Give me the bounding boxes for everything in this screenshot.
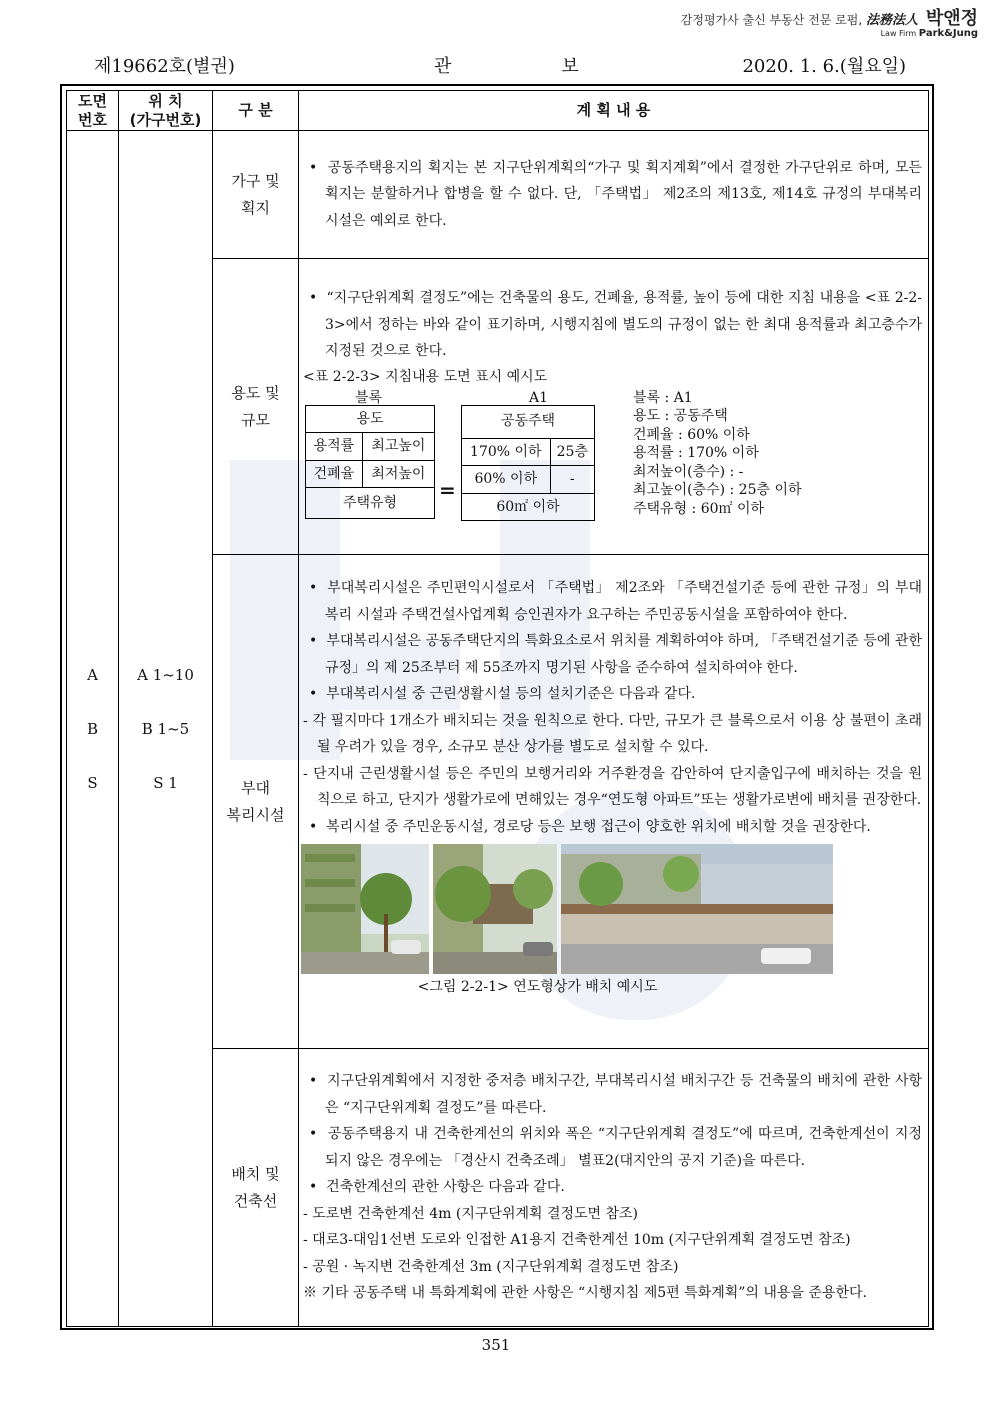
- streetscape-image-2: [433, 844, 557, 974]
- category-welfare: 부대 복리시설: [213, 555, 299, 1049]
- example-summary: [633, 389, 802, 519]
- brand-banner: [681, 4, 978, 39]
- brand-english: Law Firm Park&Jung: [880, 28, 978, 39]
- category-lot: 가구 및 획지: [213, 131, 299, 259]
- brand-name: 박앤정: [925, 8, 978, 29]
- dash-item: - 각 필지마다 1개소가 배치되는 것을 원칙으로 한다. 다만, 규모가 큰 블록으로서 이용 상 불편이 초래될 우려가 있을 경우, 소규모 분산 상가를 별도로 설치할 수 있다.: [303, 712, 922, 755]
- block-number: A 1~10: [137, 665, 194, 684]
- figure-caption: <그림 2-2-1> 연도형상가 배치 예시도: [417, 979, 658, 995]
- gazette-header: [64, 52, 936, 78]
- content-welfare: [299, 555, 929, 1049]
- table-header-row: [67, 91, 929, 131]
- legend-cell: 최고높이: [362, 433, 434, 461]
- block-number: B 1~5: [141, 719, 190, 738]
- content-lot: [299, 131, 929, 259]
- drawing-number: B: [86, 719, 99, 738]
- bullet-item: • 공동주택용지 내 건축한계선의 위치와 폭은 “지구단위계획 결정도”에 따르며, 건축한계선이 지정되지 않은 경우에는 「경산시 건축조례」 별표2(대지안의 공지 기준)을 따른다.: [309, 1126, 922, 1169]
- page-number: 351: [481, 1336, 511, 1354]
- bullet-item: • 복리시설 중 주민운동시설, 경로당 등은 보행 접근이 양호한 위치에 배치할 것을 권장한다.: [309, 818, 871, 835]
- equals-sign: =: [439, 477, 456, 502]
- content-use: [299, 259, 929, 555]
- summary-line: 주택유형 : 60㎡ 이하: [633, 500, 765, 517]
- value-cell: 170% 이하: [462, 438, 551, 466]
- example-legend-table: [305, 405, 435, 520]
- example-value-table: [461, 405, 595, 522]
- category-use: 용도 및 규모: [213, 259, 299, 555]
- bullet-item: • 부대복리시설은 주민편익시설로서 「주택법」 제2조와 「주택건설기준 등에 관한 규정」의 부대복리 시설과 주택건설사업계획 승인권자가 요구하는 주민공동시설을 포함하여야 한다.: [309, 580, 922, 623]
- content-layout: [299, 1049, 929, 1327]
- header-location: 위 치 (가구번호): [119, 91, 213, 131]
- value-cell: 25층: [550, 438, 594, 466]
- value-cell: 60㎡ 이하: [462, 493, 595, 521]
- drawing-number: S: [87, 773, 98, 792]
- bullet-item: • “지구단위계획 결정도”에는 건축물의 용도, 건폐율, 용적률, 높이 등에 대한 지침 내용을 <표 2-2-3>에서 정하는 바와 같이 표기하며, 시행지침에 별도의 규정이 없는 한 최대 용적률과 최고층수가 지정된 것으로 한다.: [309, 290, 922, 359]
- summary-line: 최저높이(층수) : -: [633, 463, 744, 480]
- guideline-example: [303, 389, 922, 539]
- row-lot: [67, 131, 929, 259]
- brand-tagline: 감정평가사 출신 부동산 전문 로펌,: [680, 13, 863, 27]
- example-block-label: 블록: [355, 389, 383, 406]
- header-plan-content: 계 획 내 용: [299, 91, 929, 131]
- category-layout: 배치 및 건축선: [213, 1049, 299, 1327]
- value-cell: 공동주택: [462, 405, 595, 438]
- streetscape-image-1: [301, 844, 429, 974]
- drawing-numbers-cell: [67, 131, 119, 1327]
- bullet-item: • 건축한계선의 관한 사항은 다음과 같다.: [309, 1179, 565, 1196]
- header-drawing-number: 도면 번호: [67, 91, 119, 131]
- bullet-item: • 지구단위계획에서 지정한 중저층 배치구간, 부대복리시설 배치구간 등 건축물의 배치에 관한 사항은 “지구단위계획 결정도”를 따른다.: [309, 1073, 922, 1116]
- summary-line: 최고높이(층수) : 25층 이하: [633, 482, 802, 498]
- bullet-item: • 부대복리시설 중 근린생활시설 등의 설치기준은 다음과 같다.: [309, 686, 696, 702]
- brand-firm: 法務法人: [865, 13, 918, 28]
- note-item: ※ 기타 공동주택 내 특화계획에 관한 사항은 “시행지침 제5편 특화계획”의 내용을 준용한다.: [303, 1285, 867, 1302]
- gazette-title: 관보: [434, 56, 689, 77]
- plan-table: [66, 90, 929, 1327]
- summary-line: 블록 : A1: [633, 389, 693, 406]
- summary-line: 건폐율 : 60% 이하: [633, 426, 750, 443]
- legend-cell: 용적률: [306, 433, 363, 461]
- example-block-value: A1: [529, 389, 549, 406]
- streetscape-photos: [303, 844, 922, 976]
- table-caption: <표 2-2-3> 지침내용 도면 표시 예시도: [303, 368, 548, 385]
- value-cell: 60% 이하: [462, 466, 551, 494]
- legend-cell: 최저높이: [362, 460, 434, 488]
- dash-item: - 공원 · 녹지변 건축한계선 3m (지구단위계획 결정도면 참조): [303, 1258, 679, 1275]
- legend-cell: 용도: [306, 405, 435, 433]
- drawing-number: A: [87, 665, 98, 684]
- dash-item: - 단지내 근린생활시설 등은 주민의 보행거리와 거주환경을 감안하여 단지출입구에 배치하는 것을 원칙으로 하고, 단지가 생활가로에 면해있는 경우“연도형 아파트”또는 생활가로변에 배치를 권장한다.: [303, 765, 922, 808]
- summary-line: 용적률 : 170% 이하: [633, 445, 759, 461]
- dash-item: - 도로변 건축한계선 4m (지구단위계획 결정도면 참조): [303, 1205, 639, 1222]
- value-cell: -: [550, 466, 594, 494]
- block-numbers-cell: [119, 131, 213, 1327]
- bullet-item: • 공동주택용지의 획지는 본 지구단위계획의“가구 및 획지계획”에서 결정한 가구단위로 하며, 모든 획지는 분할하거나 합병을 할 수 없다. 단, 「주택법」 제2조의 제13호, 제14호 규정의 부대복리시설은 예외로 한다.: [309, 159, 922, 229]
- summary-line: 용도 : 공동주택: [633, 408, 728, 424]
- dash-item: - 대로3-대임1선변 도로와 인접한 A1용지 건축한계선 10m (지구단위계획 결정도면 참조): [303, 1232, 851, 1249]
- legend-cell: 주택유형: [306, 488, 435, 519]
- bullet-item: • 부대복리시설은 공동주택단지의 특화요소로서 위치를 계획하여야 하며, 「주택건설기준 등에 관한 규정」의 제 25조부터 제 55조까지 명기된 사항을 준수하여 설치하여야 한다.: [309, 633, 922, 676]
- issue-number: 제19662호(별권): [94, 56, 235, 77]
- streetscape-image-3: [561, 844, 833, 974]
- legend-cell: 건폐율: [306, 460, 363, 488]
- header-category: 구 분: [213, 91, 299, 131]
- issue-date: 2020. 1. 6.(월요일): [742, 56, 906, 77]
- block-number: S 1: [153, 773, 178, 792]
